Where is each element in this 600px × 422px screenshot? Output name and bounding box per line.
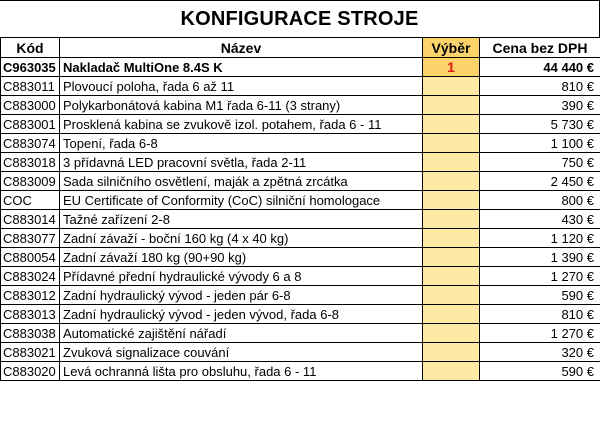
cell-price: 5 730 € (480, 115, 600, 134)
cell-selection-input[interactable] (423, 96, 480, 115)
cell-selection-input[interactable] (423, 324, 480, 343)
cell-name: Zadní závaží 180 kg (90+90 kg) (60, 248, 423, 267)
column-header-code: Kód (1, 38, 60, 58)
table-row (1, 153, 600, 172)
cell-price: 2 450 € (480, 172, 600, 191)
table-row (1, 115, 600, 134)
cell-price: 390 € (480, 96, 600, 115)
cell-code: COC (1, 191, 60, 210)
cell-code: C883011 (1, 77, 60, 96)
cell-code: C883013 (1, 305, 60, 324)
table-row (1, 77, 600, 96)
cell-selection-input[interactable] (423, 191, 480, 210)
cell-price: 430 € (480, 210, 600, 229)
cell-code: C883024 (1, 267, 60, 286)
cell-name: Plovoucí poloha, řada 6 až 11 (60, 77, 423, 96)
page-title: KONFIGURACE STROJE (0, 0, 600, 37)
cell-price: 1 270 € (480, 324, 600, 343)
column-header-price: Cena bez DPH (480, 38, 600, 58)
cell-code: C880054 (1, 248, 60, 267)
cell-code: C883014 (1, 210, 60, 229)
table-row (1, 172, 600, 191)
cell-selection-input[interactable] (423, 305, 480, 324)
cell-selection-input[interactable]: 1 (423, 58, 480, 77)
table-row (1, 324, 600, 343)
cell-name: Topení, řada 6-8 (60, 134, 423, 153)
cell-selection-input[interactable] (423, 229, 480, 248)
cell-selection-input[interactable] (423, 153, 480, 172)
cell-selection-input[interactable] (423, 248, 480, 267)
table-row (1, 134, 600, 153)
cell-name: Přídavné přední hydraulické vývody 6 a 8 (60, 267, 423, 286)
cell-code: C883077 (1, 229, 60, 248)
column-header-name: Název (60, 38, 423, 58)
cell-name: Tažné zařízení 2-8 (60, 210, 423, 229)
cell-selection-input[interactable] (423, 134, 480, 153)
cell-price: 1 270 € (480, 267, 600, 286)
cell-selection-input[interactable] (423, 267, 480, 286)
cell-price: 590 € (480, 362, 600, 381)
cell-code: C883009 (1, 172, 60, 191)
configuration-table (0, 37, 600, 381)
cell-code: C883074 (1, 134, 60, 153)
cell-code: C883018 (1, 153, 60, 172)
table-row (1, 96, 600, 115)
cell-selection-input[interactable] (423, 172, 480, 191)
cell-code: C883012 (1, 286, 60, 305)
cell-name: Prosklená kabina se zvukově izol. potahem, řada 6 - 11 (60, 115, 423, 134)
cell-name: Automatické zajištění nářadí (60, 324, 423, 343)
table-row (1, 362, 600, 381)
header-row (1, 38, 600, 58)
cell-code: C883038 (1, 324, 60, 343)
cell-price: 810 € (480, 77, 600, 96)
cell-name: EU Certificate of Conformity (CoC) silniční homologace (60, 191, 423, 210)
cell-price: 1 100 € (480, 134, 600, 153)
cell-name: Polykarbonátová kabina M1 řada 6-11 (3 strany) (60, 96, 423, 115)
cell-selection-input[interactable] (423, 115, 480, 134)
cell-price: 44 440 € (480, 58, 600, 77)
table-row (1, 286, 600, 305)
table-row (1, 305, 600, 324)
cell-code: C883000 (1, 96, 60, 115)
cell-price: 1 120 € (480, 229, 600, 248)
cell-price: 800 € (480, 191, 600, 210)
cell-price: 810 € (480, 305, 600, 324)
cell-price: 750 € (480, 153, 600, 172)
cell-selection-input[interactable] (423, 343, 480, 362)
cell-name: 3 přídavná LED pracovní světla, řada 2-11 (60, 153, 423, 172)
column-header-selection: Výběr (423, 38, 480, 58)
cell-selection-input[interactable] (423, 77, 480, 96)
cell-selection-input[interactable] (423, 362, 480, 381)
cell-code: C883020 (1, 362, 60, 381)
cell-price: 590 € (480, 286, 600, 305)
table-row (1, 267, 600, 286)
cell-name: Zadní závaží - boční 160 kg (4 x 40 kg) (60, 229, 423, 248)
cell-code: C883021 (1, 343, 60, 362)
cell-name: Sada silničního osvětlení, maják a zpětná zrcátka (60, 172, 423, 191)
cell-code: C963035 (1, 58, 60, 77)
table-row (1, 210, 600, 229)
table-row (1, 343, 600, 362)
table-row (1, 229, 600, 248)
cell-price: 1 390 € (480, 248, 600, 267)
cell-name: Zadní hydraulický vývod - jeden vývod, řada 6-8 (60, 305, 423, 324)
cell-selection-input[interactable] (423, 210, 480, 229)
cell-price: 320 € (480, 343, 600, 362)
table-row (1, 191, 600, 210)
cell-name: Zvuková signalizace couvání (60, 343, 423, 362)
table-row (1, 248, 600, 267)
cell-code: C883001 (1, 115, 60, 134)
cell-name: Nakladač MultiOne 8.4S K (60, 58, 423, 77)
cell-selection-input[interactable] (423, 286, 480, 305)
cell-name: Levá ochranná lišta pro obsluhu, řada 6 - 11 (60, 362, 423, 381)
table-row (1, 58, 600, 77)
cell-name: Zadní hydraulický vývod - jeden pár 6-8 (60, 286, 423, 305)
